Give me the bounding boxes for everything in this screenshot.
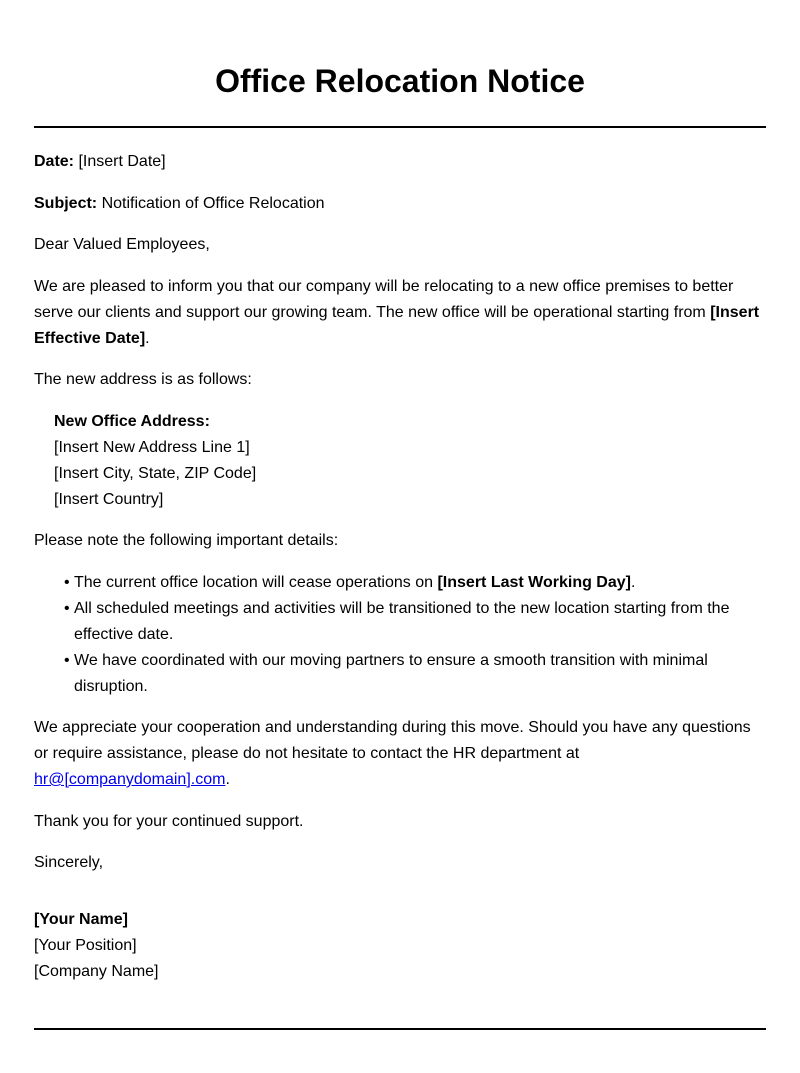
top-divider xyxy=(34,126,766,128)
item-text: We have coordinated with our moving partners to ensure a smooth transition with minimal disruption. xyxy=(74,651,708,695)
signature-block xyxy=(34,907,766,985)
hr-email-link[interactable]: hr@[companydomain].com xyxy=(34,771,226,788)
list-item xyxy=(64,648,766,700)
list-item xyxy=(64,570,766,596)
last-working-day: [Insert Last Working Day] xyxy=(437,573,631,591)
intro-paragraph xyxy=(34,274,766,352)
date-line xyxy=(34,149,766,175)
signoff: Sincerely, xyxy=(34,854,104,871)
effective-date: [Insert Effective Date] xyxy=(34,303,760,347)
subject-value: Notification of Office Relocation xyxy=(101,194,325,212)
salutation: Dear Valued Employees, xyxy=(34,236,210,253)
address-line-1: [Insert New Address Line 1] xyxy=(54,438,250,456)
item-text: All scheduled meetings and activities will be transitioned to the new location starting from the effective date. xyxy=(74,599,730,643)
closing-end: . xyxy=(225,771,230,788)
subject-label: Subject: xyxy=(34,194,98,212)
address-heading: New Office Address: xyxy=(54,412,210,430)
list-item xyxy=(64,596,766,648)
date-label: Date: xyxy=(34,153,75,170)
bottom-divider xyxy=(34,1028,766,1030)
closing-paragraph xyxy=(34,715,766,793)
letter-body xyxy=(34,149,766,985)
page-title: Office Relocation Notice xyxy=(215,63,585,99)
item-text: The current office location will cease operations on xyxy=(74,573,434,591)
subject-line xyxy=(34,191,766,217)
bullet: • xyxy=(64,651,70,669)
intro-end: . xyxy=(145,329,150,347)
signature-name: [Your Name] xyxy=(34,910,128,928)
bullet: • xyxy=(64,573,70,591)
date-value: [Insert Date] xyxy=(78,153,166,170)
address-intro: The new address is as follows: xyxy=(34,371,252,388)
intro-text: We are pleased to inform you that our company will be relocating to a new office premises to better serve our clients and support our growing team. The new office will be operational starting from xyxy=(34,277,734,321)
address-block xyxy=(54,409,766,513)
address-line-2: [Insert City, State, ZIP Code] xyxy=(54,464,257,482)
thanks-line: Thank you for your continued support. xyxy=(34,812,304,830)
bullet: • xyxy=(64,599,70,617)
closing-text: We appreciate your cooperation and understanding during this move. Should you have any questions or require assistance, please do not hesitate to contact the HR department at xyxy=(34,719,751,762)
signature-position: [Your Position] xyxy=(34,936,137,954)
details-intro: Please note the following important details: xyxy=(34,532,339,549)
signature-company: [Company Name] xyxy=(34,962,159,980)
address-line-3: [Insert Country] xyxy=(54,490,164,508)
item-end: . xyxy=(630,573,636,591)
signature-gap xyxy=(34,892,766,907)
details-list xyxy=(34,570,766,700)
